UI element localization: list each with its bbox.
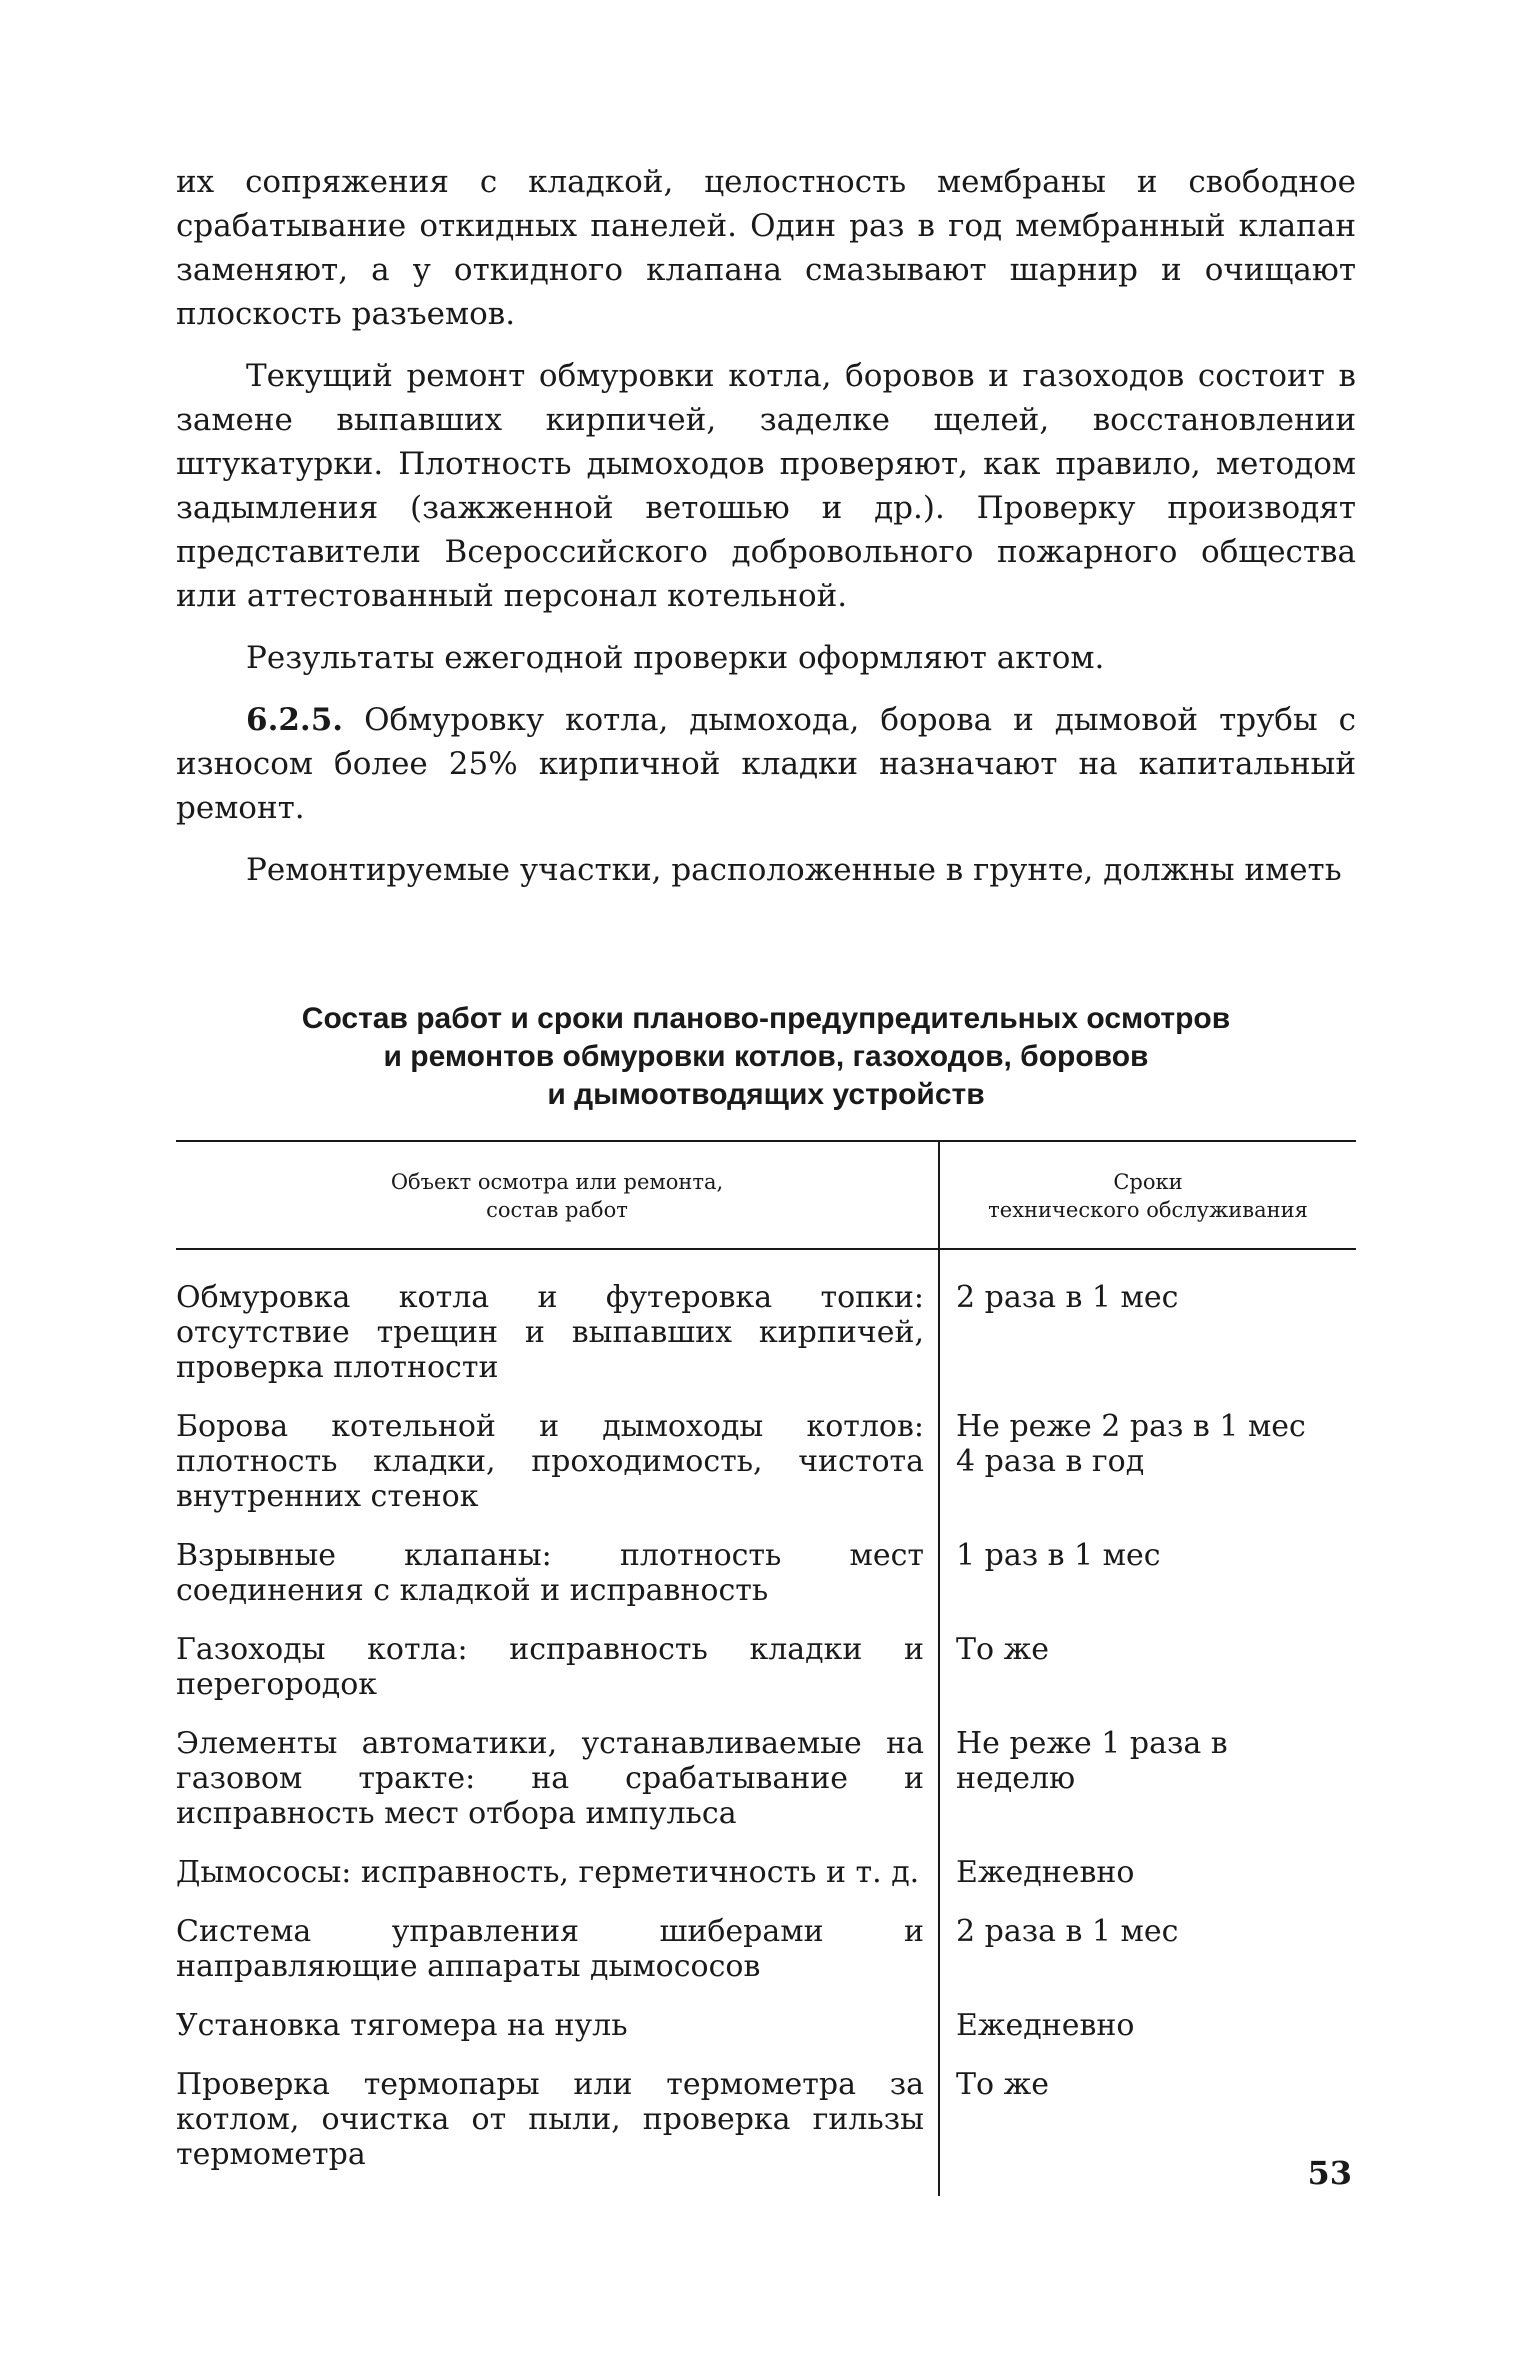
term-line: 1 раз в 1 мес bbox=[956, 1538, 1161, 1573]
term-line: То же bbox=[956, 1632, 1049, 1667]
cell-object: Дымососы: исправность, герметичность и т. д. bbox=[176, 1855, 939, 1914]
cell-term bbox=[939, 1855, 1356, 1914]
table-row bbox=[176, 1914, 1356, 2008]
cell-object: Газоходы котла: исправность кладки и перегородок bbox=[176, 1632, 939, 1726]
table-title bbox=[176, 1000, 1356, 1114]
cell-object: Борова котельной и дымоходы котлов: плотность кладки, проходимость, чистота внутренних стенок bbox=[176, 1409, 939, 1538]
table-title-line: и ремонтов обмуровки котлов, газоходов, боровов bbox=[383, 1040, 1149, 1073]
table-title-line: и дымоотводящих устройств bbox=[547, 1078, 985, 1111]
table-row bbox=[176, 1249, 1356, 1409]
cell-term bbox=[939, 2008, 1356, 2067]
cell-term bbox=[939, 1538, 1356, 1632]
cell-object: Проверка термопары или термометра за котлом, очистка от пыли, проверка гильзы термометра bbox=[176, 2067, 939, 2196]
table-title-line: Состав работ и сроки планово-предупредительных осмотров bbox=[301, 1002, 1231, 1035]
page-number: 53 bbox=[1307, 2154, 1352, 2192]
paragraph-continued: их сопряжения с кладкой, целостность мембраны и свободное срабатывание откидных панелей. Один раз в год мембранный клапан заменяют, а у откидного клапана смазывают шарнир и очищают плоскость разъемов. bbox=[176, 164, 1356, 332]
table-row bbox=[176, 1726, 1356, 1855]
term-line: 2 раза в 1 мес bbox=[956, 1914, 1179, 1949]
cell-term bbox=[939, 1249, 1356, 1409]
section-number: 6.2.5. bbox=[246, 702, 344, 738]
paragraph-annual-check: Результаты ежегодной проверки оформляют актом. bbox=[246, 640, 1105, 676]
cell-object: Система управления шиберами и направляющие аппараты дымососов bbox=[176, 1914, 939, 2008]
paragraph-section-6-2-5 bbox=[176, 698, 1356, 830]
term-line: Ежедневно bbox=[956, 2008, 1135, 2043]
header-term: Сроки технического обслуживания bbox=[939, 1141, 1356, 1249]
table-header-row bbox=[176, 1141, 1356, 1249]
term-line: Не реже 2 раз в 1 мес bbox=[956, 1409, 1306, 1444]
cell-object: Обмуровка котла и футеровка топки: отсутствие трещин и выпавших кирпичей, проверка плотности bbox=[176, 1249, 939, 1409]
term-line: То же bbox=[956, 2067, 1049, 2102]
cell-object: Взрывные клапаны: плотность мест соединения с кладкой и исправность bbox=[176, 1538, 939, 1632]
cell-term bbox=[939, 2067, 1356, 2196]
table-row bbox=[176, 1855, 1356, 1914]
term-line: 4 раза в год bbox=[956, 1444, 1145, 1479]
cell-term bbox=[939, 1914, 1356, 2008]
term-line: Не реже 1 раза в неделю bbox=[956, 1726, 1228, 1796]
cell-term bbox=[939, 1409, 1356, 1538]
maintenance-table bbox=[176, 1140, 1356, 2196]
table-row bbox=[176, 1538, 1356, 1632]
cell-object: Элементы автоматики, устанавливаемые на газовом тракте: на срабатывание и исправность мест отбора импульса bbox=[176, 1726, 939, 1855]
cell-term bbox=[939, 1632, 1356, 1726]
header-object: Объект осмотра или ремонта, состав работ bbox=[176, 1141, 939, 1249]
table-row bbox=[176, 2067, 1356, 2196]
paragraph-repaired-sections: Ремонтируемые участки, расположенные в грунте, должны иметь bbox=[246, 852, 1342, 888]
page-content bbox=[176, 160, 1356, 2196]
cell-term bbox=[939, 1726, 1356, 1855]
paragraph-current-repair: Текущий ремонт обмуровки котла, боровов и газоходов состоит в замене выпавших кирпичей, заделке щелей, восстановлении штукатурки. Плотность дымоходов проверяют, как правило, методом задымления (зажженной ветошью и др.). Проверку производят представители Всероссийского добровольного пожарного общества или аттестованный персонал котельной. bbox=[176, 358, 1356, 614]
section-text: Обмуровку котла, дымохода, борова и дымовой трубы с износом более 25% кирпичной кладки назначают на капитальный ремонт. bbox=[176, 702, 1356, 826]
term-line: Ежедневно bbox=[956, 1855, 1135, 1890]
table-row bbox=[176, 1409, 1356, 1538]
table-row bbox=[176, 1632, 1356, 1726]
table-body bbox=[176, 1249, 1356, 2196]
term-line: 2 раза в 1 мес bbox=[956, 1280, 1179, 1315]
table-row bbox=[176, 2008, 1356, 2067]
cell-object: Установка тягомера на нуль bbox=[176, 2008, 939, 2067]
